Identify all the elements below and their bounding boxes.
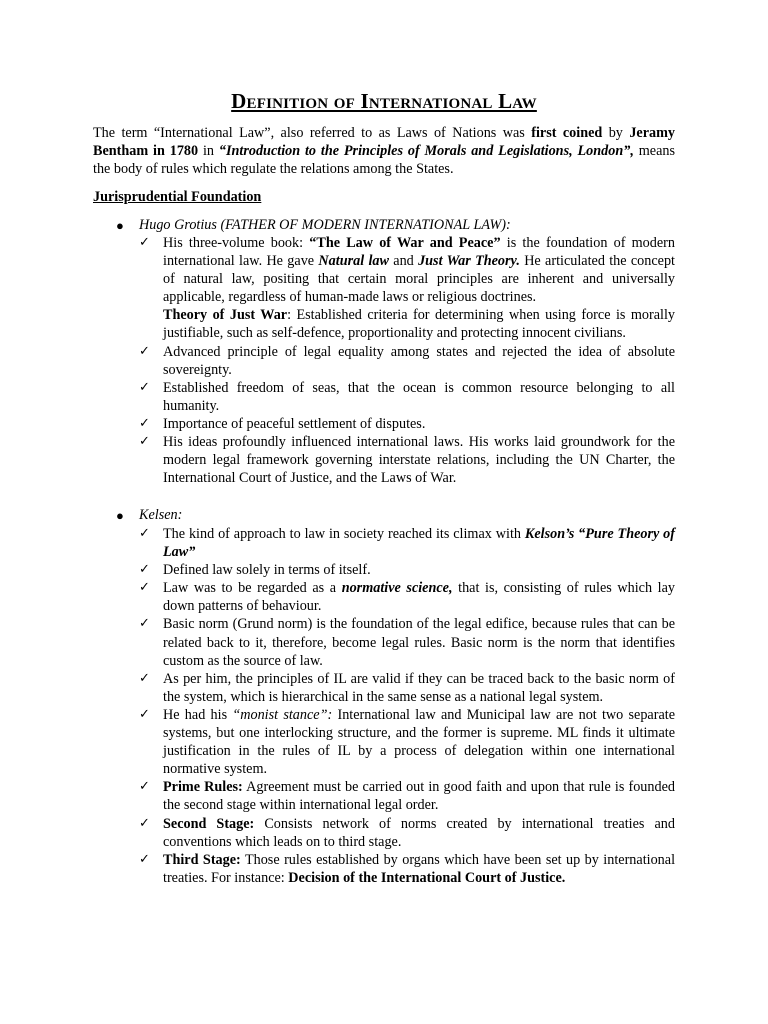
list-item [0,343,675,379]
list-item [0,851,675,887]
text-run: Second Stage: [163,815,255,832]
text-run: Defined law solely in terms of itself. [163,562,371,579]
text-run: by [602,125,630,141]
check-mark-icon: ✓ [139,379,150,395]
text-run: Those rules established by organs which have been set up by international treaties. For instance: [163,851,676,886]
text-run: “The Law of War and Peace” [309,235,501,251]
text-run: As per him, the principles of IL are valid if they can be traced back to the basic norm of the system, which is hierarchical in the same sense as a national legal system. [163,670,675,705]
check-mark-icon: ✓ [139,706,150,722]
list-item [0,379,675,415]
text-run: normative science, [341,580,453,597]
text-run: Theory of Just War [163,307,288,324]
check-mark-icon: ✓ [139,670,150,686]
list-item [0,234,675,343]
text-run: Prime Rules: [163,779,243,796]
text-run: He articulated the concept of natural law, positing that certain moral principles are inherent and universally applicable, regardless of human-made laws or religious doctrines. [163,253,675,306]
intro-paragraph [93,124,675,178]
list-item [0,415,675,433]
text-run: Natural law [318,253,389,270]
list-item [0,706,675,778]
bullet-dot-icon: ● [116,218,124,233]
text-run: Consists network of norms created by international treaties and conventions which leads on to third stage. [163,815,675,850]
section-heading: Jurisprudential Foundation [93,189,262,205]
text-run: Agreement must be carried out in good faith and upon that rule is founded the second stage within international legal order. [163,779,675,814]
check-mark-icon: ✓ [139,616,150,632]
text-run: Importance of peaceful settlement of disputes. [163,415,426,432]
check-mark-icon: ✓ [139,779,150,795]
text-run: means the body of rules which regulate the relations among the States. [93,143,676,178]
list-item [0,615,675,669]
list-item [0,525,675,561]
text-run: The kind of approach to law in society reached its climax with [163,526,525,542]
check-mark-icon: ✓ [139,526,150,541]
text-run: Just War Theory. [418,253,520,270]
text-run: Jeramy Bentham in 1780 [93,125,676,160]
text-run: and [388,253,419,270]
text-run: His three-volume book: [163,235,310,251]
text-run: “monist stance”: [232,706,333,723]
list-item [0,433,675,487]
check-mark-icon: ✓ [139,815,150,831]
check-mark-icon: ✓ [139,580,150,596]
list-item [0,579,675,615]
check-mark-icon: ✓ [139,562,150,578]
list-item [0,561,675,579]
text-run: Kelson’s “Pure Theory of Law” [163,526,676,561]
text-run: “Introduction to the Principles of Morals and Legislations, London”, [218,143,634,160]
page-title: Definition of International Law [231,89,537,113]
text-run: : Established criteria for determining when using force is morally justifiable, such as self-defence, proportionality and protecting innocent civilians. [163,307,675,342]
text-run: Basic norm (Grund norm) is the foundation of the legal edifice, because rules that can be related back to it, therefore, become legal rules. Basic norm is the norm that identifies custom as the source of law. [163,616,675,669]
text-run: in [198,143,219,160]
text-run: is the foundation of modern international law. He gave [163,235,675,270]
text-run: His ideas profoundly influenced international laws. His works laid groundwork for the modern legal framework governing interstate relations, including the UN Charter, the International Court of Justice, and the Laws of War. [163,434,675,487]
text-run: Decision of the International Court of Justice. [288,869,566,886]
check-mark-icon: ✓ [139,235,150,250]
text-run: Law was to be regarded as a [163,580,342,597]
check-mark-icon: ✓ [139,343,150,359]
text-run: Advanced principle of legal equality among states and rejected the idea of absolute sovereignty. [163,343,675,378]
check-mark-icon: ✓ [139,434,150,450]
group-title-kelsen: Kelsen: [139,507,183,523]
text-run: Established freedom of seas, that the ocean is common resource belonging to all humanity. [163,379,675,414]
text-run: International law and Municipal law are not two separate systems, but one interlocking structure, and the former is supreme. ML finds it ultimate justification in the rules of IL by a process of delegation within one international normative system. [163,706,675,778]
text-run: first coined [531,125,603,141]
grotius-list [0,234,768,487]
check-mark-icon: ✓ [139,415,150,431]
text-run: He had his [163,706,233,723]
bullet-dot-icon: ● [116,508,124,523]
text-run: that is, consisting of rules which lay down patterns of behaviour. [163,580,675,615]
check-mark-icon: ✓ [139,851,150,867]
list-item [0,670,675,706]
text-run: Third Stage: [163,851,241,868]
list-item [0,815,675,851]
kelsen-list [0,525,768,887]
group-title-grotius: Hugo Grotius (FATHER OF MODERN INTERNATIONAL LAW): [139,217,511,233]
text-run: The term “International Law”, also referred to as Laws of Nations was [93,125,532,141]
list-item [0,778,675,814]
